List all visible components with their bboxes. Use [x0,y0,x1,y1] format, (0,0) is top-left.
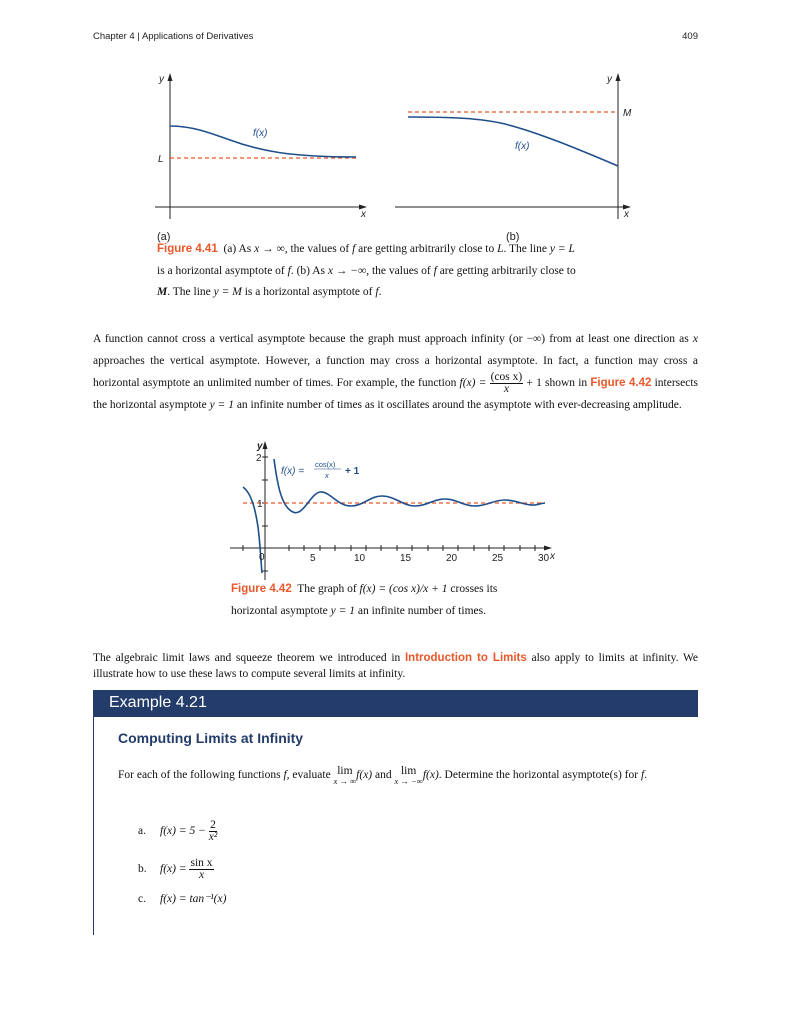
x-axis-label: x [361,209,366,220]
example-item-b: b. f(x) = $\frac{\text{sin x}}{x}$ [138,857,213,881]
svg-text:10: 10 [354,553,366,564]
y-axis-label: y [257,441,263,452]
figure-label: Figure 4.41 [157,243,218,255]
page-number: 409 [682,31,698,42]
y-tick-2: 2 [256,453,262,464]
x-axis-label: x [624,209,629,220]
example-number: Example 4.21 [109,694,207,711]
example-prompt: For each of the following functions f, evaluate lim x → ∞ f(x) and lim x → −∞ f(x). Determine the horizontal asymptote(s) for f. [118,765,648,786]
figure-4-42-caption: Figure 4.42 The graph of f(x) = (cos x)/x + 1 crosses its horizontal asymptote y = 1 an infinite number of times. [231,583,498,617]
example-item-a: a. f(x) = 5 − $\frac{2}{\text{x²}}$ [138,819,218,843]
body-paragraph-asymptotes: A function cannot cross a vertical asymptote because the graph must approach infinity (or −∞) from at least one direction as x approaches the vertical asymptote. However, a function may cross a horizontal asymptote. In fact, a function may cross a horizontal asymptote an unlimited number of times. For example, the function f(x) = $\frac{\text{(cos x)}}{x}$ + 1 shown in Figure 4.42 intersects the horizontal asymptote y = 1 an infinite number of times as it oscillates around the asymptote with ever-decreasing amplitude. [93,333,699,412]
curve-label: f(x) [515,141,530,152]
body-paragraph-limit-laws: The algebraic limit laws and squeeze theorem we introduced in Introduction to Limits also apply to limits at infinity. We illustrate how to use these laws to compute several limits at infinity. [93,652,698,680]
panel-b-label: (b) [506,231,520,243]
function-label: f(x) = [281,466,305,477]
y-axis-label: y [159,74,164,85]
example-item-c: c. f(x) = tan⁻¹(x) [138,893,227,905]
svg-text:0: 0 [259,552,265,563]
introduction-to-limits-link[interactable]: Introduction to Limits [404,652,527,664]
curve-label: f(x) [253,128,268,139]
y-axis-label: y [607,74,612,85]
asymptote-label: L [158,154,164,165]
example-header-bar [93,690,698,717]
svg-text:+ 1: + 1 [345,466,360,477]
svg-text:cos(x): cos(x) [315,460,336,469]
chapter-header: Chapter 4 | Applications of Derivatives [93,31,254,42]
panel-a-label: (a) [157,231,171,243]
figure-4-42-link[interactable]: Figure 4.42 [590,377,652,390]
svg-text:5: 5 [310,553,316,564]
figure-4-41b-graph [390,65,650,230]
asymptote-label: M [623,108,632,119]
x-axis-label: x [550,551,555,562]
svg-text:15: 15 [400,553,412,564]
svg-text:30: 30 [538,553,550,564]
example-left-rule [93,717,94,935]
figure-label: Figure 4.42 [231,583,292,595]
example-title: Computing Limits at Infinity [118,730,304,746]
y-tick-1: 1 [257,499,263,510]
svg-text:x: x [325,471,329,480]
svg-text:25: 25 [492,553,504,564]
svg-text:20: 20 [446,553,458,564]
figure-4-41-caption: Figure 4.41 (a) As x → ∞, the values of f are getting arbitrarily close to L. The line y = L is a horizontal asymptote of f. (b) As x → −∞, the values of f are getting arbitrarily close to M. The line y = M is a horizontal asymptote of f. [157,243,576,298]
figure-4-42-graph [225,437,565,582]
figure-4-41a-graph [140,65,380,230]
